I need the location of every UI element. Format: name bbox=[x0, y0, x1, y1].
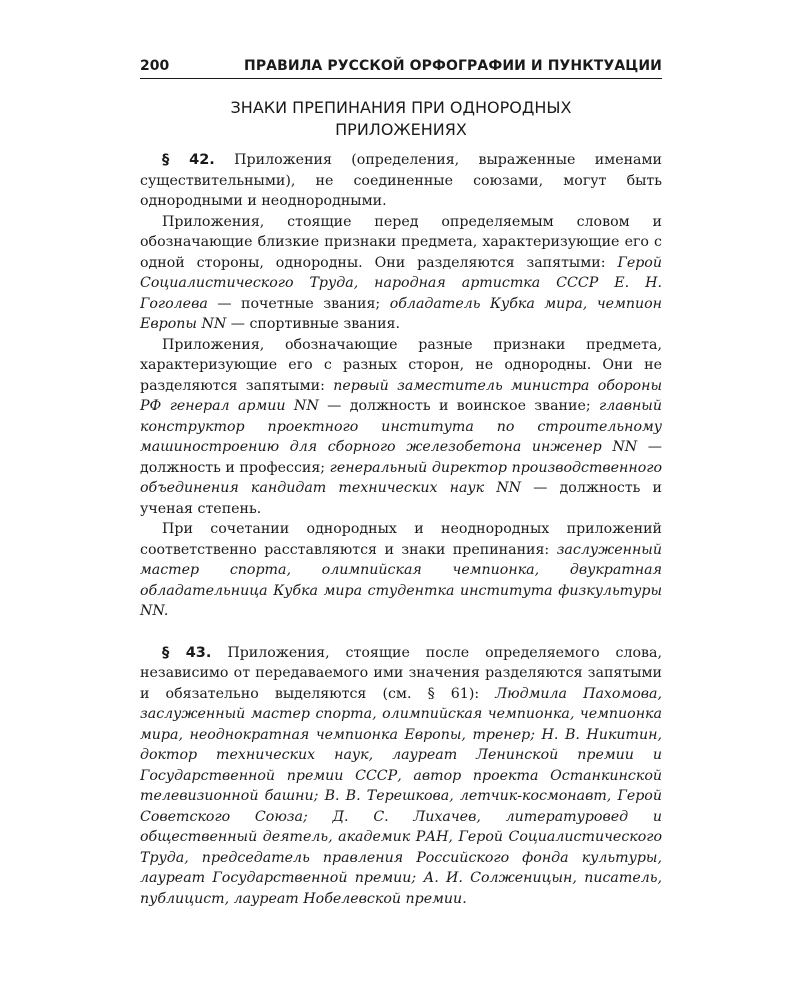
text-run: — должность и профессия; bbox=[140, 439, 662, 476]
text-run: — спортивные звания. bbox=[226, 316, 401, 332]
text-run: Приложения, стоящие перед определяемым словом и обозначающие близкие признаки предмета, характеризующие его с одной стороны, однородны. Они разделяются запятыми: bbox=[140, 213, 662, 271]
example-text: первый заместитель министра обороны РФ генерал армии NN bbox=[140, 377, 662, 414]
section-title-line-1: ЗНАКИ ПРЕПИНАНИЯ ПРИ ОДНОРОДНЫХ bbox=[230, 98, 572, 117]
paragraph-43 bbox=[140, 643, 662, 910]
running-title: ПРАВИЛА РУССКОЙ ОРФОГРАФИИ И ПУНКТУАЦИИ bbox=[244, 58, 662, 74]
paragraph-spacer bbox=[140, 622, 662, 643]
paragraph-42-homogeneous bbox=[140, 212, 662, 335]
book-page bbox=[140, 58, 662, 909]
paragraph-42-intro-text: Приложения (определения, выраженные именами существительными), не соединенные союзами, могут быть однородными и неоднородными. bbox=[140, 152, 663, 209]
example-text: главный конструктор проектного института по строительному машиностроению для сборного железобетона инженер NN bbox=[140, 398, 662, 455]
text-run: — должность и ученая степень. bbox=[140, 480, 662, 517]
example-text: Людмила Пахомова, заслуженный мастер спорта, олимпийская чемпионка, чемпионка мира, неоднократная чемпионка Европы, тренер; Н. В. Никитин, доктор технических наук, лауреат Ленинской премии и Государственной премии СССР, автор проекта Останкинской телевизионной башни; В. В. Терешкова, летчик-космонавт, Герой Советского Союза; Д. С. Лихачев, литературовед и общественный деятель, академик РАН, Герой Социалистического Труда, председатель правления Российского фонда культуры, лауреат Государственной премии; А. И. Солженицын, писатель, публицист, лауреат Нобелевской премии. bbox=[140, 685, 662, 907]
paragraph-42-heterogeneous bbox=[140, 335, 662, 520]
text-run: Приложения, стоящие после определяемого слова, независимо от передаваемого ими значения разделяются запятыми и обязательно выделяются (см. § 61): bbox=[140, 644, 662, 702]
running-head bbox=[140, 58, 662, 79]
text-run: При сочетании однородных и неоднородных приложений соответственно расставляются и знаки препинания: bbox=[140, 521, 662, 558]
example-text: обладатель Кубка мира, чемпион Европы NN bbox=[140, 295, 662, 332]
text-run: Приложения, обозначающие разные признаки предмета, характеризующие его с разных сторон, не однородны. Они не разделяются запятыми: bbox=[140, 336, 662, 394]
paragraph-42-combined bbox=[140, 519, 662, 622]
text-run: — почетные звания; bbox=[207, 295, 390, 312]
example-text: Герой Социалистического Труда, народная артистка СССР Е. Н. Гоголева bbox=[140, 254, 662, 312]
example-text: заслуженный мастер спорта, олимпийская чемпионка, двукратная обладательница Кубка мира студентка института физкультуры NN. bbox=[140, 541, 662, 619]
text-run: — должность и воинское звание; bbox=[318, 398, 600, 414]
paragraph-marker-43: § 43. bbox=[162, 644, 212, 661]
section-title-line-2: ПРИЛОЖЕНИЯХ bbox=[335, 120, 467, 139]
section-title bbox=[140, 97, 662, 141]
paragraph-marker-42: § 42. bbox=[162, 152, 215, 168]
page-number: 200 bbox=[140, 58, 170, 74]
example-text: генеральный директор производственного объединения кандидат технических наук NN bbox=[140, 459, 662, 496]
paragraph-42-intro bbox=[140, 150, 662, 212]
